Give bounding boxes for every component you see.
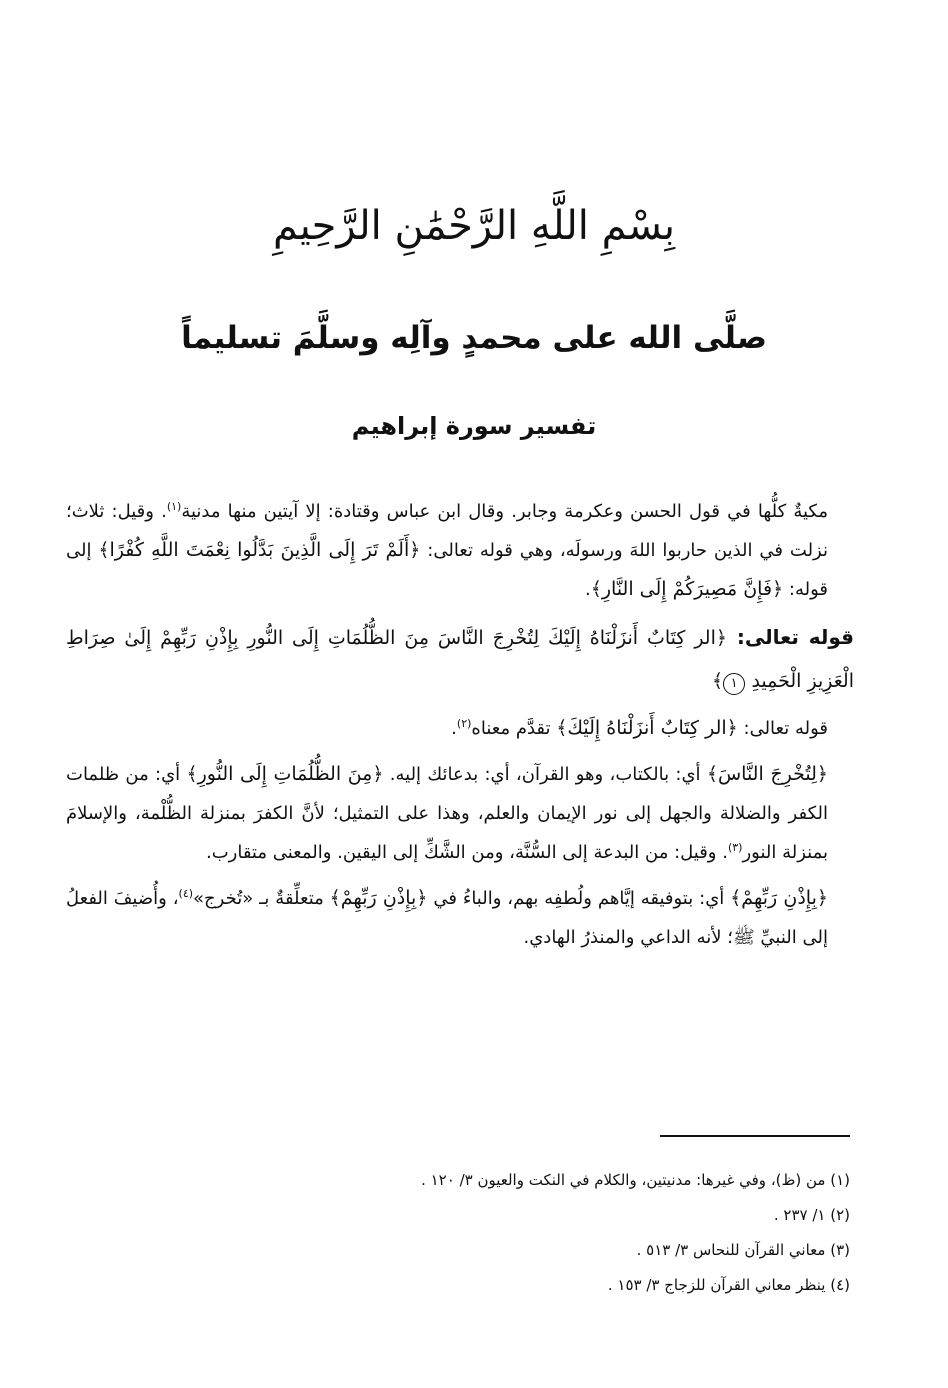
- basmala-heading: بِسْمِ اللَّهِ الرَّحْمَٰنِ الرَّحِيمِ: [272, 203, 676, 249]
- footnotes: [200, 1163, 850, 1303]
- surah-title: تفسير سورة إبراهيم: [351, 412, 597, 440]
- paragraph-text: متعلِّقةٌ بـ «تُخرج»: [193, 888, 330, 909]
- intro-text-4: .: [584, 579, 591, 600]
- footnote-item: (٤) ينظر معاني القرآن للزجاج ٣/ ١٥٣ .: [607, 1276, 850, 1294]
- footnote-divider: [660, 1135, 850, 1137]
- paragraph-text: أي: بتوفيقه إيَّاهم ولُطفِه بهم، والباءُ في: [427, 888, 731, 909]
- footnote-ref-1: (١): [166, 500, 182, 513]
- verse-label: قوله تعالى:: [727, 625, 854, 649]
- paragraph-text: أي: بالكتاب، وهو القرآن، أي: بدعائك إليه.: [383, 764, 707, 785]
- commentary-paragraph-2: [66, 755, 854, 872]
- quran-quote: ﴿فَإِنَّ مَصِيرَكُمْ إِلَى النَّارِ﴾: [590, 578, 784, 600]
- intro-text-1: مكيةٌ كلُّها في قول الحسن وعكرمة وجابر. وقال ابن عباس وقتادة: إلا آيتين منها مدنية: [181, 501, 828, 522]
- footnote-ref-2: (٢): [456, 717, 472, 730]
- intro-text-3: إلى قوله:: [66, 540, 828, 600]
- paragraph-text: .: [451, 718, 457, 739]
- paragraph-text: قوله تعالى:: [737, 718, 828, 739]
- quran-quote: ﴿بِإِذْنِ رَبِّهِمْ﴾: [329, 887, 428, 909]
- main-text: [66, 492, 854, 964]
- quran-quote: ﴿بِإِذْنِ رَبِّهِمْ﴾: [730, 887, 828, 909]
- footnote-item: (١) من (ظ)، وفي غيرها: مدنيتين، والكلام في النكت والعيون ٣/ ١٢٠ .: [421, 1171, 850, 1189]
- footnote-ref-4: (٤): [178, 887, 194, 900]
- paragraph-text: تقدَّم معناه: [471, 718, 557, 739]
- verse-close: ﴾: [711, 670, 724, 692]
- verse-heading: [66, 616, 854, 702]
- paragraph-text: أي: من ظلمات الكفر والضلالة والجهل إلى نور الإيمان والعلم، وهذا على التمثيل؛ لأنَّ الكفرَ بمنزلة الظُّلْمة، والإسلامَ بمنزلة النور: [66, 764, 828, 863]
- salawat-heading: صلَّى الله على محمدٍ وآلِه وسلَّمَ تسليماً: [181, 320, 767, 356]
- footnote-item: (٣) معاني القرآن للنحاس ٣/ ٥١٣ .: [636, 1241, 850, 1259]
- footnote-item: (٢) ١/ ٢٣٧ .: [773, 1206, 850, 1224]
- commentary-paragraph-1: [66, 709, 854, 748]
- quran-quote: ﴿أَلَمْ تَرَ إِلَى الَّذِينَ بَدَّلُوا نِعْمَتَ اللَّهِ كُفْرًا﴾: [98, 539, 421, 561]
- footnote-ref-3: (٣): [727, 841, 743, 854]
- paragraph-text: ، وأُضيفَ الفعلُ إلى النبيِّ ﷺ؛ لأنه الداعي والمنذرُ الهادي.: [66, 888, 828, 948]
- quran-quote: ﴿مِنَ الظُّلُمَاتِ إِلَى النُّورِ﴾: [186, 763, 384, 785]
- verse-text: ﴿الر كِتَابٌ أَنزَلْنَاهُ إِلَيْكَ لِتُخْرِجَ النَّاسَ مِنَ الظُّلُمَاتِ إِلَى النُّورِ بِإِذْنِ رَبِّهِمْ إِلَىٰ صِرَاطِ الْعَزِيزِ الْحَمِيدِ: [66, 627, 854, 692]
- intro-text-2: . وقيل: ثلاث؛ نزلت في الذين حاربوا اللهَ ورسولَه، وهي قوله تعالى:: [66, 501, 828, 561]
- intro-paragraph: [66, 492, 854, 609]
- quran-quote: ﴿لِتُخْرِجَ النَّاسَ﴾: [706, 763, 829, 785]
- ayah-number-marker: ١: [723, 673, 745, 695]
- commentary-paragraph-3: [66, 879, 854, 957]
- paragraph-text: . وقيل: من البدعة إلى السُّنَّة، ومن الشَّكِّ إلى اليقين. والمعنى متقارب.: [205, 842, 728, 863]
- quran-quote: ﴿الر كِتَابٌ أَنزَلْنَاهُ إِلَيْكَ﴾: [556, 717, 738, 739]
